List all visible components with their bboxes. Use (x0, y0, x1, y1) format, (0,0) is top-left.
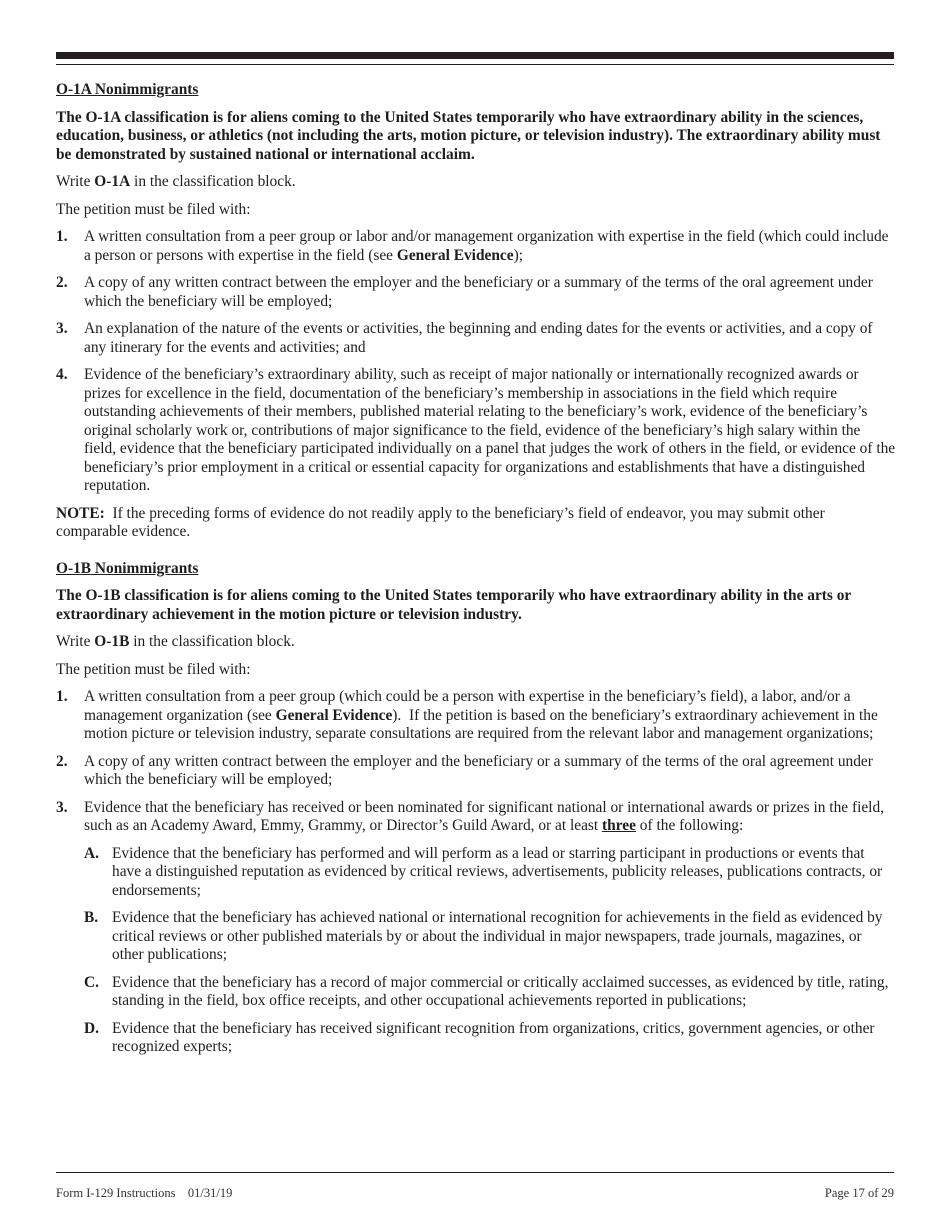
item-text-pre: A written consultation from a peer group (which could be a person with expertise in the beneficiary’s field), a labor, and/or a management organization (see (84, 688, 851, 724)
item-text: An explanation of the nature of the events or activities, the beginning and ending dates for the events or activities, and a copy of any itinerary for the events and activities; and (84, 320, 873, 356)
item-text (84, 228, 896, 265)
o1b-sub-list (84, 845, 896, 1057)
o1b-petition-intro: The petition must be filed with: (56, 660, 251, 678)
o1a-write-instruction (56, 173, 896, 192)
o1b-write-post: in the classification block. (129, 633, 295, 650)
o1a-note (56, 505, 896, 542)
item-text (84, 799, 896, 1057)
sub-list-item (84, 1020, 896, 1057)
item-number: 2. (56, 274, 68, 291)
o1a-write-post: in the classification block. (130, 173, 296, 190)
item-text: A copy of any written contract between the employer and the beneficiary or a summary of the terms of the oral agreement under which the beneficiary will be employed; (84, 752, 873, 788)
item-number: 2. (56, 752, 68, 770)
item-text-post: ); (513, 246, 523, 264)
sub-item-text: Evidence that the beneficiary has a record of major commercial or critically acclaimed successes, as evidenced by title, rating, standing in the field, box office receipts, and other occupational achievements reported in publications; (112, 973, 889, 1009)
item-text-post: of the following: (635, 817, 744, 834)
o1b-write-instruction (56, 633, 896, 652)
o1a-heading: O-1A Nonimmigrants (56, 81, 199, 98)
header-rule-thin (56, 64, 894, 65)
sub-list-item (84, 909, 896, 965)
footer-rule (56, 1172, 894, 1173)
list-item (56, 753, 896, 790)
note-label: NOTE: (56, 504, 105, 522)
footer-form-id: Form I-129 Instructions 01/31/19 (56, 1186, 233, 1200)
item-number: 4. (56, 366, 68, 383)
o1a-petition-intro: The petition must be filed with: (56, 200, 251, 218)
item-number: 1. (56, 688, 68, 705)
o1a-evidence-list (56, 228, 896, 496)
three-emphasis: three (602, 817, 636, 834)
note-text: If the preceding forms of evidence do not readily apply to the beneficiary’s field of endeavor, you may submit other comparable evidence. (56, 504, 829, 540)
sub-item-letter: D. (84, 1019, 99, 1037)
sub-item-letter: C. (84, 973, 99, 991)
list-item (56, 366, 896, 496)
footer-page-number: Page 17 of 29 (824, 1186, 894, 1200)
o1b-lead: The O-1B classification is for aliens coming to the United States temporarily who have extraordinary ability in the arts or extraordinary achievement in the motion picture or television industry. (56, 587, 851, 623)
o1a-write-pre: Write (56, 173, 95, 190)
sub-item-letter: B. (84, 909, 99, 926)
o1a-section (56, 81, 896, 542)
item-text (84, 688, 896, 744)
sub-item-text: Evidence that the beneficiary has performed and will perform as a lead or starring participant in productions or events that have a distinguished reputation as evidenced by critical reviews, advertisements, publicity releases, publications contracts, or endorsements; (112, 844, 883, 899)
sub-list-item (84, 974, 896, 1011)
o1b-write-pre: Write (56, 633, 95, 650)
list-item (56, 320, 896, 357)
header-rule-thick (56, 52, 894, 59)
item-number: 1. (56, 228, 68, 245)
o1b-section (56, 560, 896, 1057)
general-evidence-ref: General Evidence (396, 246, 514, 264)
sub-list-item (84, 845, 896, 901)
general-evidence-ref: General Evidence (275, 706, 393, 724)
sub-item-letter: A. (84, 844, 99, 862)
list-item (56, 688, 896, 744)
list-item (56, 274, 896, 311)
item-number: 3. (56, 320, 68, 337)
o1b-write-code: O-1B (94, 633, 130, 650)
item-text-post: ). If the petition is based on the beneficiary’s extraordinary achievement in the motion picture or television industry, separate consultations are required from the relevant labor and management organizations; (84, 706, 882, 742)
o1b-evidence-list (56, 688, 896, 1057)
o1a-lead: The O-1A classification is for aliens coming to the United States temporarily who have extraordinary ability in the sciences, education, business, or athletics (not including the arts, motion picture, or television industry). The extraordinary ability must be demonstrated by sustained national or international acclaim. (56, 108, 881, 163)
page-content (56, 81, 896, 1066)
list-item (56, 799, 896, 1057)
item-text: A copy of any written contract between the employer and the beneficiary or a summary of the terms of the oral agreement under which the beneficiary will be employed; (84, 274, 873, 310)
item-number: 3. (56, 798, 68, 816)
item-text-pre: A written consultation from a peer group or labor and/or management organization with expertise in the field (which could include a person or persons with expertise in the field (see (84, 228, 889, 264)
item-text-pre: Evidence that the beneficiary has received or been nominated for significant national or international awards or prizes in the field, such as an Academy Award, Emmy, Grammy, or Director’s Guild Award, or at least (84, 798, 884, 834)
page-footer (56, 1186, 894, 1201)
sub-item-text: Evidence that the beneficiary has received significant recognition from organizations, critics, government agencies, or other recognized experts; (112, 1019, 875, 1055)
o1a-write-code: O-1A (94, 173, 131, 190)
item-text: Evidence of the beneficiary’s extraordinary ability, such as receipt of major nationally or internationally recognized awards or prizes for excellence in the field, documentation of the beneficiary’s membership in associations in the field which require outstanding achievements of their members, published material relating to the beneficiary’s work, evidence of the beneficiary’s original scholarly work or, contributions of major significance to the field, evidence of the beneficiary’s high salary within the field, evidence that the beneficiary participated individually on a panel that judges the work of others in the field, or evidence of the beneficiary’s prior employment in a critical or essential capacity for organizations and establishments that have a distinguished reputation. (84, 366, 896, 494)
section-gap (56, 551, 896, 560)
list-item (56, 228, 896, 265)
sub-item-text: Evidence that the beneficiary has achieved national or international recognition for achievements in the field as evidenced by critical reviews or other published materials by or about the individual in major newspapers, trade journals, magazines, or other publications; (112, 909, 883, 963)
o1b-heading: O-1B Nonimmigrants (56, 559, 199, 577)
